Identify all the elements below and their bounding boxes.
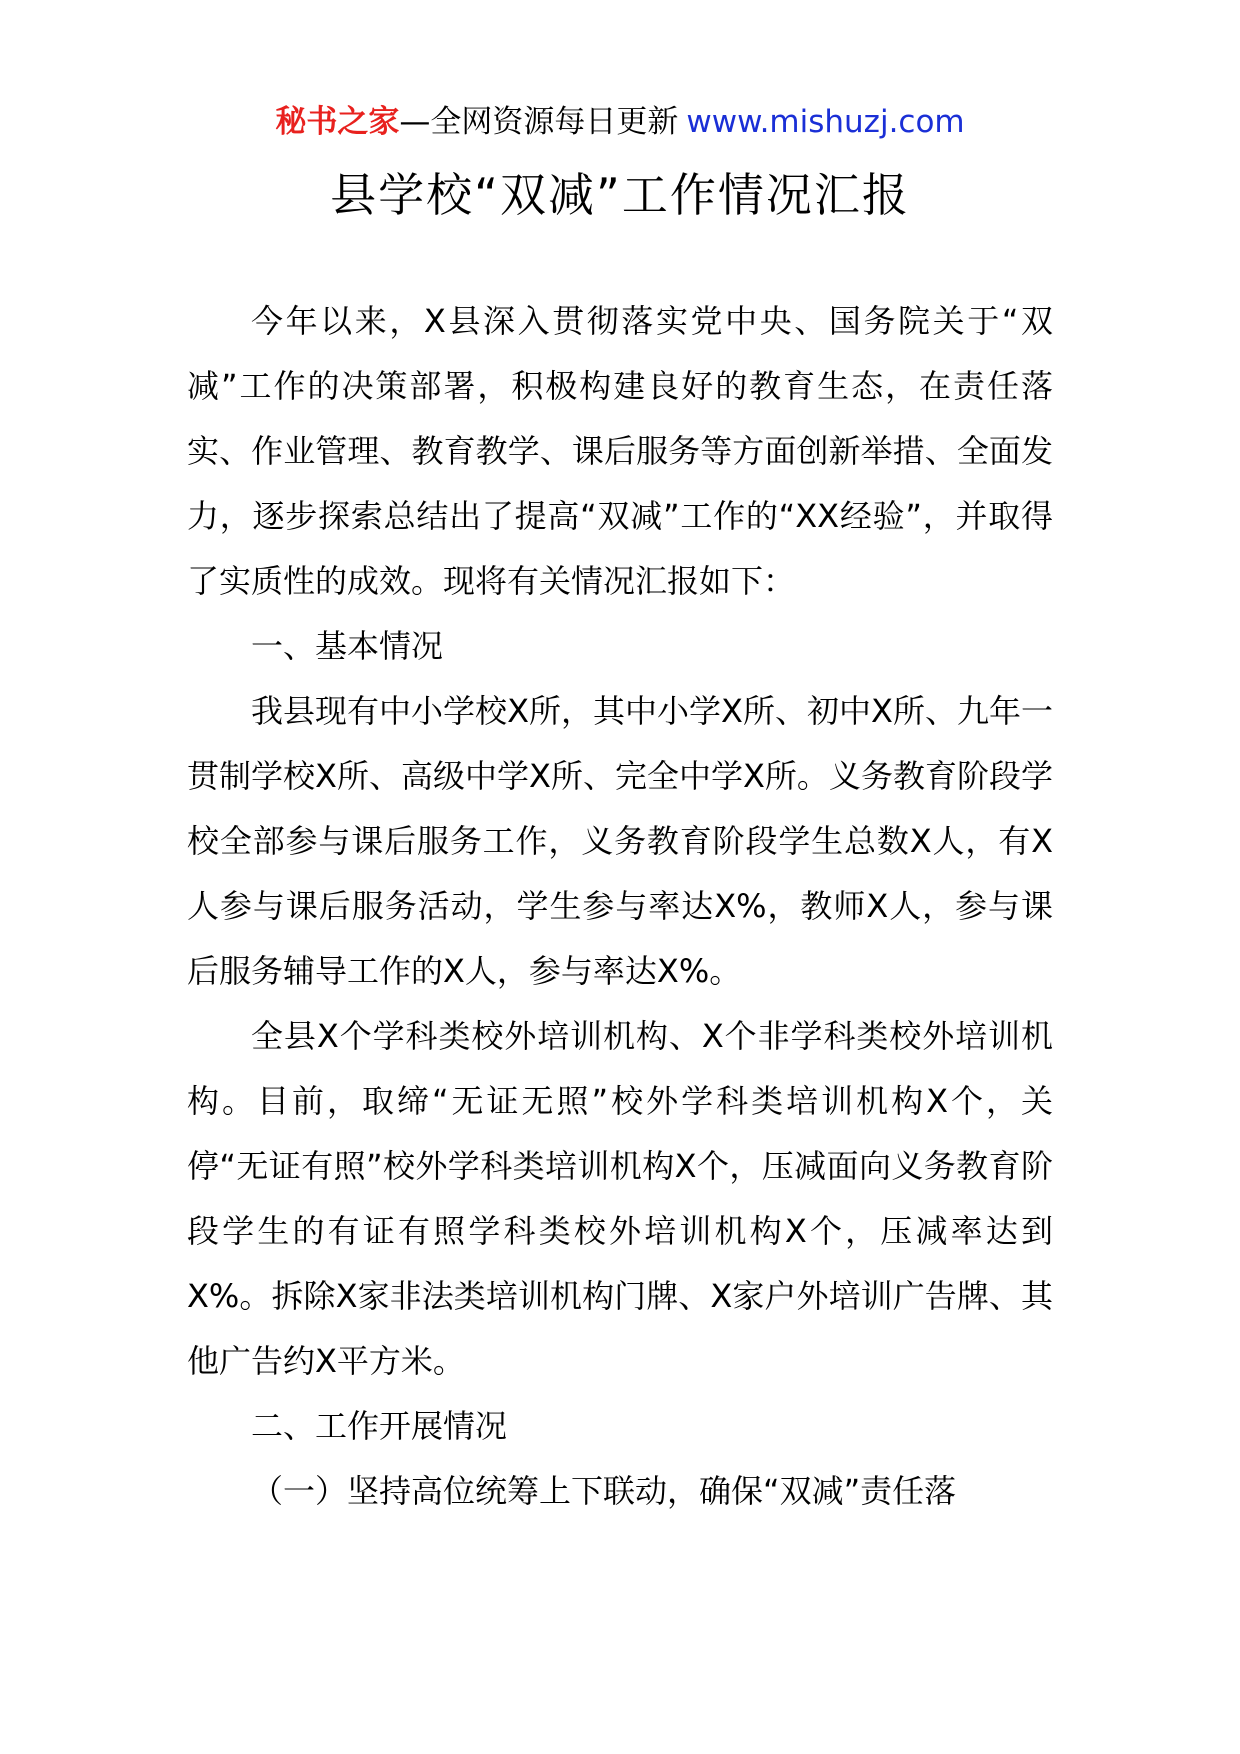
document-title: 县学校“双减”工作情况汇报 bbox=[330, 168, 910, 222]
subsection-heading-1: （一）坚持高位统筹上下联动，确保“双减”责任落 bbox=[251, 1472, 957, 1510]
section-heading-work: 二、工作开展情况 bbox=[251, 1407, 508, 1445]
site-url[interactable]: www.mishuzj.com bbox=[686, 104, 965, 140]
schools-paragraph: 我县现有中小学校X所，其中小学X所、初中X所、九年一贯制学校X所、高级中学X所、完全中学X所。义务教育阶段学校全部参与课后服务工作，义务教育阶段学生总数X人，有X人参与课后服务活动，学生参与率达X%，教师X人，参与课后服务辅导工作的X人，参与率达X%。 bbox=[187, 692, 1053, 990]
site-banner bbox=[0, 100, 1240, 144]
training-institutions-paragraph: 全县X个学科类校外培训机构、X个非学科类校外培训机构。目前，取缔“无证无照”校外学科类培训机构X个，关停“无证有照”校外学科类培训机构X个，压减面向义务教育阶段学生的有证有照学科类校外培训机构X个，压减率达到X%。拆除X家非法类培训机构门牌、X家户外培训广告牌、其他广告约X平方米。 bbox=[187, 1017, 1053, 1380]
banner-tagline: —全网资源每日更新 bbox=[399, 104, 679, 140]
brand-name: 秘书之家 bbox=[275, 104, 400, 140]
intro-paragraph: 今年以来，X县深入贯彻落实党中央、国务院关于“双减”工作的决策部署，积极构建良好的教育生态，在责任落实、作业管理、教育教学、课后服务等方面创新举措、全面发力，逐步探索总结出了提高“双减”工作的“XX经验”，并取得了实质性的成效。现将有关情况汇报如下： bbox=[187, 302, 1053, 600]
section-heading-basic: 一、基本情况 bbox=[251, 627, 444, 665]
document-body bbox=[187, 289, 1053, 1524]
